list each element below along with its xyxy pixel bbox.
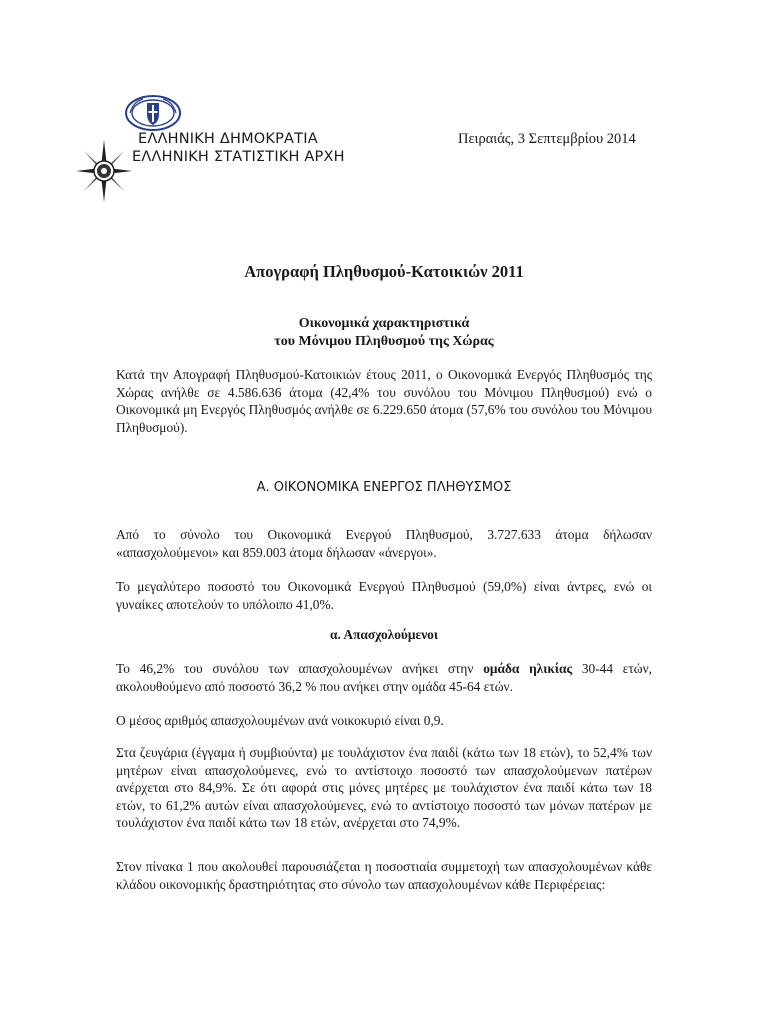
subtitle-line1: Οικονομικά χαρακτηριστικά bbox=[298, 316, 470, 331]
paragraph-parents-employment: Στα ζευγάρια (έγγαμα ή συμβιούντα) με τουλάχιστον ένα παιδί (κάτω των 18 ετών), το 52,4% των μητέρων είναι απασχολούμενες, ενώ το αντίστοιχο ποσοστό των απασχολούμενων πατέρων ανέρχεται στο 84,9%. Σε ότι αφορά στις μόνες μητέρες με τουλάχιστον ένα παιδί κάτω των 18 ετών, το 61,2% αυτών είναι απασχολούμενες, ενώ το αντίστοιχο ποσοστό των μόνων πατέρων με τουλάχιστον ένα παιδί κάτω των 18 ετών, ανέρχεται στο 74,9%. bbox=[116, 745, 652, 830]
paragraph-employed-unemployed: Από το σύνολο του Οικονομικά Ενεργού Πληθυσμού, 3.727.633 άτομα δήλωσαν «απασχολούμενοι» και 859.003 άτομα δήλωσαν «άνεργοι». bbox=[116, 527, 652, 560]
paragraph-gender-share: Το μεγαλύτερο ποσοστό του Οικονομικά Ενεργού Πληθυσμού (59,0%) είναι άντρες, ενώ οι γυναίκες αποτελούν το υπόλοιπο 41,0%. bbox=[116, 579, 652, 612]
header-authority: ΕΛΛΗΝΙΚΗ ΣΤΑΤΙΣΤΙΚΗ ΑΡΧΗ bbox=[132, 149, 345, 165]
paragraph-household-average: Ο μέσος αριθμός απασχολουμένων ανά νοικοκυριό είναι 0,9. bbox=[116, 713, 444, 728]
subtitle-line2: του Μόνιμου Πληθυσμού της Χώρας bbox=[274, 334, 494, 349]
page-title: Απογραφή Πληθυσμού-Κατοικιών 2011 bbox=[244, 262, 524, 281]
elstat-compass-logo-icon bbox=[76, 140, 132, 202]
section-a-heading: Α. ΟΙΚΟΝΟΜΙΚΑ ΕΝΕΡΓΟΣ ΠΛΗΘΥΣΜΟΣ bbox=[256, 480, 512, 495]
paragraph-table-intro: Στον πίνακα 1 που ακολουθεί παρουσιάζεται η ποσοστιαία συμμετοχή των απασχολουμένων κάθε κλάδου οικονομικής δραστηριότητας στο σύνολο των απασχολουμένων κάθε Περιφέρειας: bbox=[116, 859, 652, 892]
subsection-employed-heading: α. Απασχολούμενοι bbox=[329, 627, 439, 642]
intro-paragraph: Κατά την Απογραφή Πληθυσμού-Κατοικιών έτους 2011, ο Οικονομικά Ενεργός Πληθυσμός της Χώρας ανήλθε σε 4.586.636 άτομα (42,4% του συνόλου του Μόνιμου Πληθυσμού) ενώ ο Οικονομικά μη Ενεργός Πληθυσμός ανήλθε σε 6.229.650 άτομα (57,6% του συνόλου του Μόνιμου Πληθυσμού). bbox=[116, 367, 652, 435]
header-republic: ΕΛΛΗΝΙΚΗ ΔΗΜΟΚΡΑΤΙΑ bbox=[138, 131, 318, 147]
age-group-text-before: Το 46,2% του συνόλου των απασχολουμένων ανήκει στην bbox=[116, 661, 484, 676]
paragraph-age-group bbox=[116, 660, 652, 695]
age-group-bold: ομάδα ηλικίας bbox=[483, 661, 573, 676]
age-group-text-after: 30-44 ετών, ακολουθούμενο από ποσοστό 36,2 % που ανήκει στην ομάδα 45-64 ετών. bbox=[116, 661, 653, 694]
greek-coat-of-arms-icon bbox=[124, 94, 182, 132]
header-date: Πειραιάς, 3 Σεπτεμβρίου 2014 bbox=[458, 131, 636, 147]
